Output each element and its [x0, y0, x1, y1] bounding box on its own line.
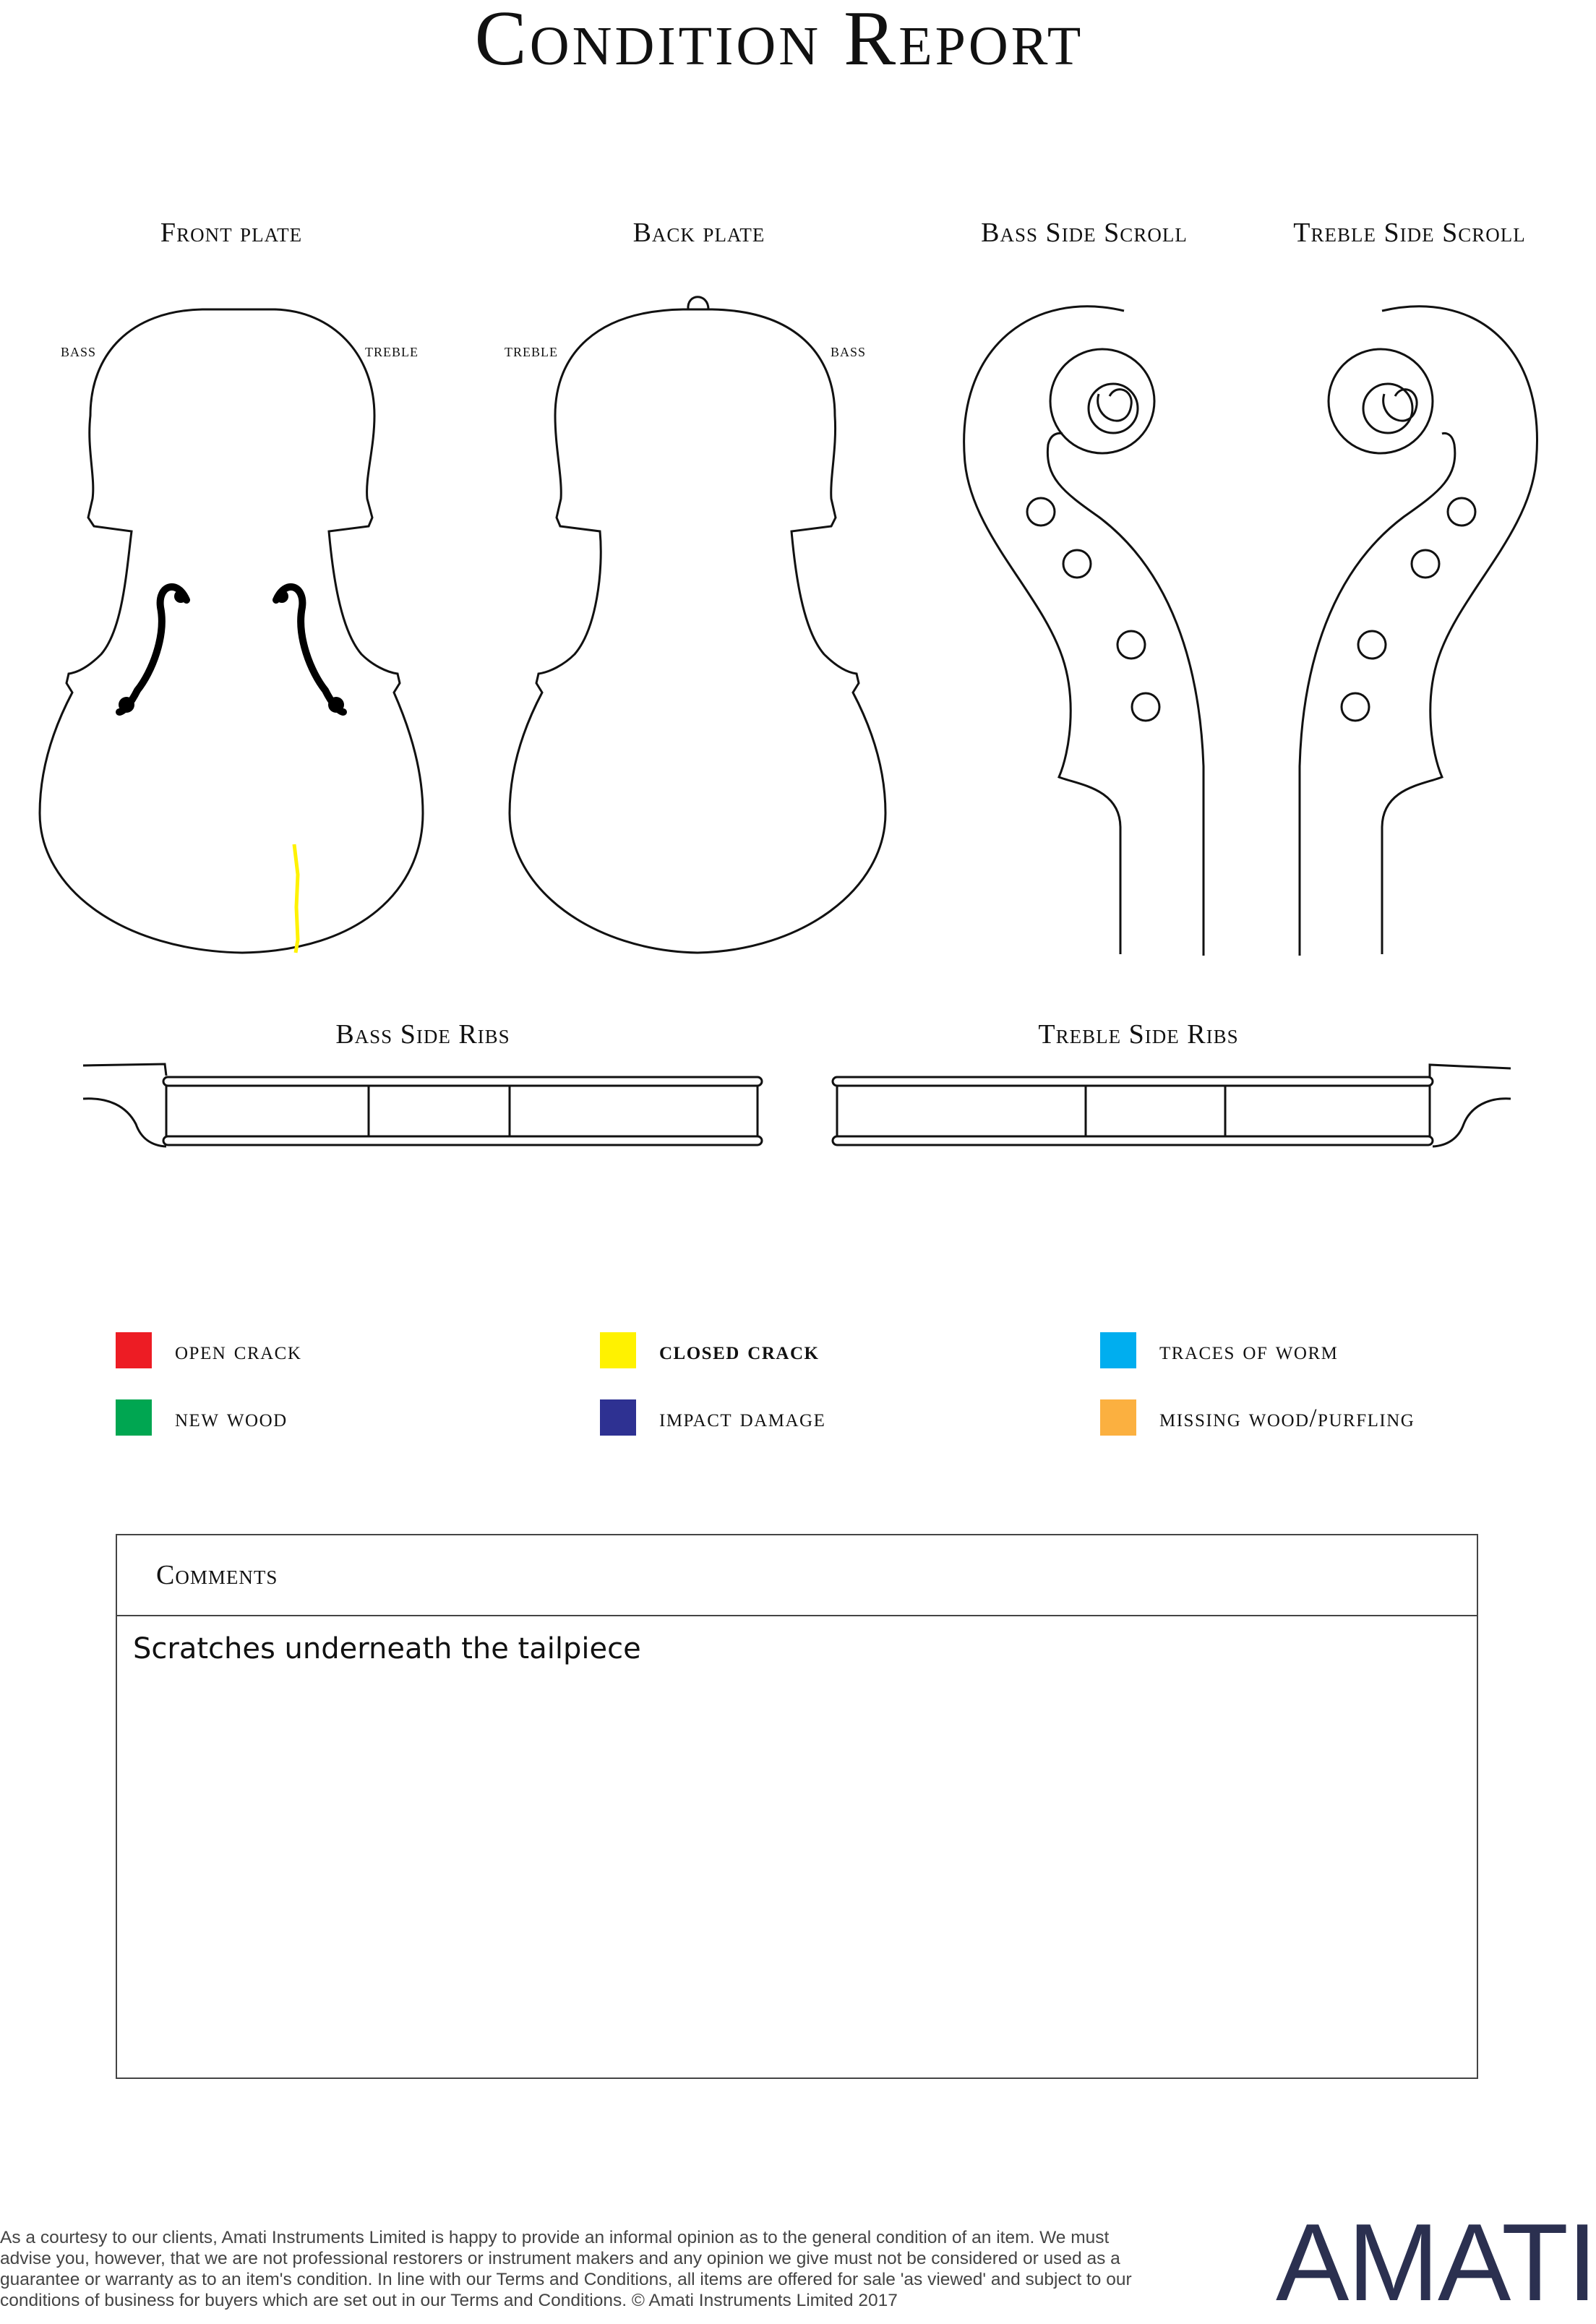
legend-label: new wood [175, 1403, 288, 1432]
legend-label: open crack [175, 1336, 302, 1365]
back-plate-outline [510, 309, 885, 953]
legend-closed-crack [600, 1332, 819, 1368]
comments-text[interactable]: Scratches underneath the tailpiece [133, 1632, 641, 1665]
treble-side-scroll-label: Treble Side Scroll [1293, 218, 1526, 248]
bass-side-scroll-drawing [964, 306, 1204, 956]
front-plate-outline [40, 309, 423, 953]
closed-crack-swatch [600, 1332, 636, 1368]
treble-side-ribs-label: Treble Side Ribs [1038, 1019, 1239, 1050]
amati-logo: AMATI [1276, 2201, 1596, 2324]
legend-label: impact damage [659, 1403, 826, 1432]
back-bass-label: bass [831, 340, 867, 361]
bass-side-scroll-label: Bass Side Scroll [981, 218, 1188, 248]
traces-of-worm-swatch [1100, 1332, 1136, 1368]
legend-open-crack [116, 1332, 301, 1368]
comments-heading: Comments [156, 1560, 278, 1590]
impact-damage-swatch [600, 1399, 636, 1436]
treble-side-scroll-drawing [1300, 306, 1537, 956]
legend-label: missing wood/purfling [1159, 1403, 1415, 1432]
treble-side-ribs-drawing [833, 1065, 1511, 1146]
new-wood-swatch [116, 1399, 152, 1436]
front-bass-label: bass [61, 340, 97, 361]
legend-label: closed crack [659, 1336, 820, 1365]
page-title: Condition Report [474, 0, 1084, 82]
f-holes [119, 587, 344, 713]
legend-label: traces of worm [1159, 1336, 1339, 1365]
back-plate-label: Back plate [632, 218, 765, 248]
legend-new-wood [116, 1399, 288, 1436]
front-treble-label: treble [365, 340, 419, 361]
comments-box [116, 1534, 1478, 2079]
missing-wood-purfling-swatch [1100, 1399, 1136, 1436]
closed-crack-mark [294, 844, 298, 953]
legend-impact-damage [600, 1399, 825, 1436]
bass-side-ribs-drawing [83, 1064, 762, 1146]
back-treble-label: treble [505, 340, 558, 361]
legend-traces-of-worm [1100, 1332, 1338, 1368]
front-plate-label: Front plate [160, 218, 303, 248]
legend-missing-wood-purfling [1100, 1399, 1415, 1436]
bass-side-ribs-label: Bass Side Ribs [335, 1019, 510, 1050]
comments-header [117, 1535, 1477, 1616]
back-button [688, 297, 708, 309]
open-crack-swatch [116, 1332, 152, 1368]
disclaimer-text: As a courtesy to our clients, Amati Instruments Limited is happy to provide an informal opinion as to the general condition of an item. We must advise you, however, that we are not professional restorers or instrument makers and any opinion we give must not be considered or used as a guarantee or warranty as to an item's condition. In line with our Terms and Conditions, all items are offered for sale 'as viewed' and subject to our conditions of business for buyers which are set out in our Terms and Conditions. © Amati Instruments Limited 2017 [0, 2228, 1132, 2310]
